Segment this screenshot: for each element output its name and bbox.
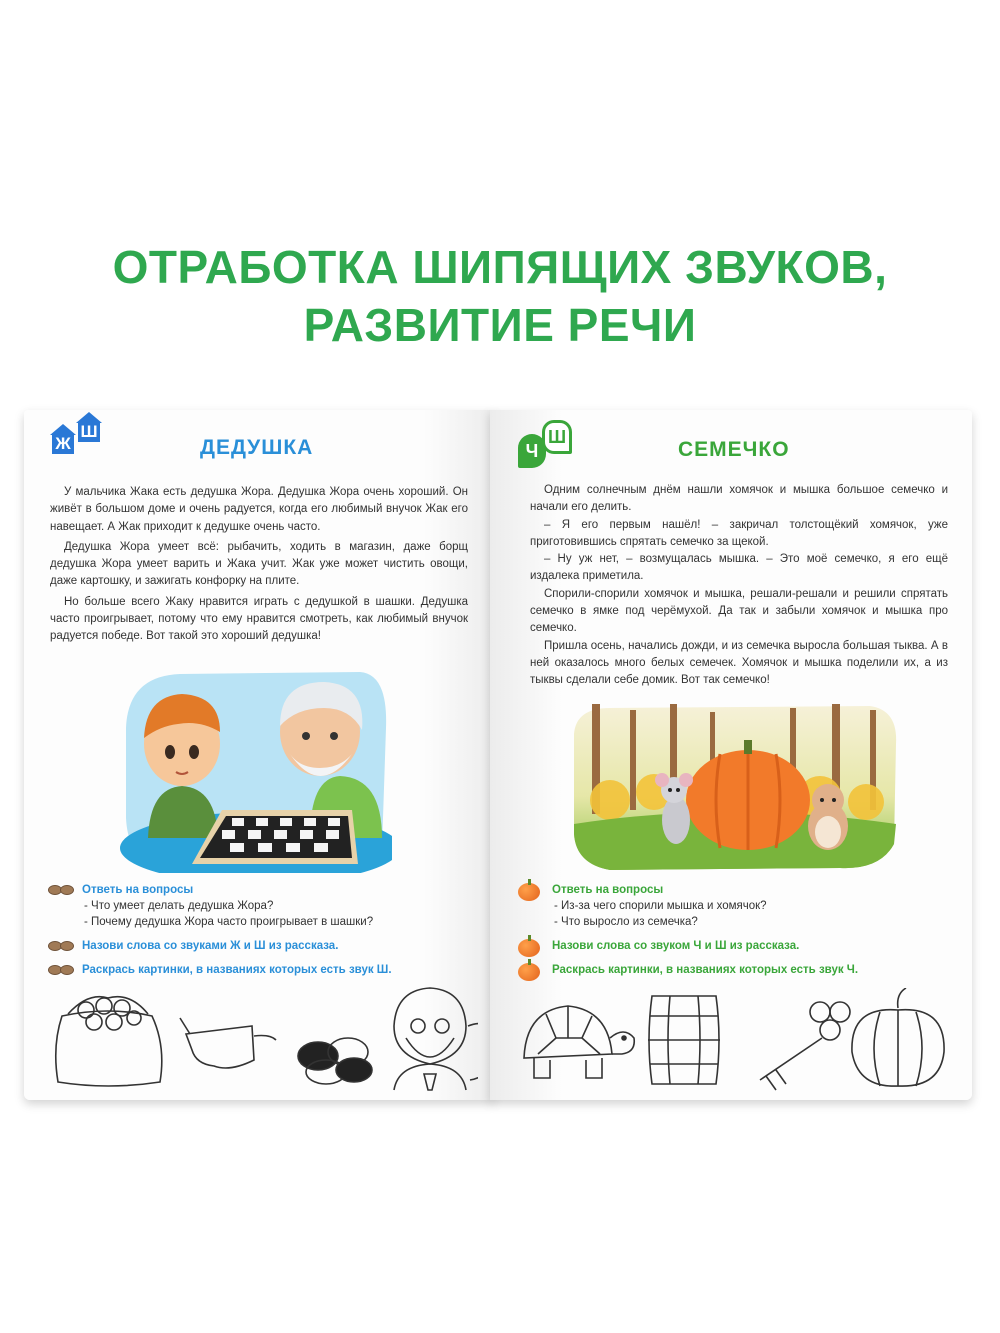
task-title: Раскрась картинки, в названиях которых есть звук Ч.: [552, 964, 859, 976]
grandpa-boy-checkers-illustration: [120, 668, 392, 873]
task-title: Ответь на вопросы: [552, 884, 664, 896]
letter-sh: Ш: [78, 422, 100, 442]
paragraph: – Ну уж нет, – возмущалась мышка. – Это моё семечко, я его ещё издалека приметила.: [530, 553, 948, 583]
task-question: - Что выросло из семечка?: [554, 916, 698, 928]
grandpa-icon[interactable]: [394, 988, 478, 1090]
barrel-icon[interactable]: [648, 996, 720, 1084]
pumpkin-icon: [518, 963, 540, 981]
paragraph: – Я его первым нашёл! – закричал толстощёкий хомячок, уже приготовившись спрятать семечко за щекой.: [530, 518, 948, 548]
key-icon[interactable]: [760, 1002, 850, 1090]
task-question: - Из-за чего спорили мышка и хомячок?: [554, 900, 767, 912]
task-item: [518, 882, 958, 930]
story-text-left: [50, 484, 468, 646]
coloring-pictures-right: [516, 988, 956, 1092]
seeds-icon: [48, 883, 74, 895]
task-item: [48, 962, 478, 978]
task-title: Ответь на вопросы: [82, 884, 194, 896]
letter-zh: Ж: [52, 434, 74, 454]
letter-sh: Ш: [542, 420, 572, 454]
task-title: Назови слова со звуками Ж и Ш из рассказа.: [82, 940, 339, 952]
right-page: [490, 410, 972, 1100]
tasks-right: [518, 882, 958, 985]
task-title: Раскрась картинки, в названиях которых есть звук Ш.: [82, 964, 392, 976]
paragraph: Пришла осень, начались дожди, и из семечка выросла большая тыква. А в ней оказалось много белых семечек. Хомячок и мышка поделили их, а из тыквы сделали себе домик. Вот так семечко!: [530, 639, 948, 687]
paragraph: У мальчика Жака есть дедушка Жора. Дедушка Жора очень хороший. Он живёт в большом доме и очень радуется, когда его любимый внучок Жак его навещает. А Жак приходит к дедушке очень часто.: [50, 486, 468, 533]
pumpkin-outline-icon[interactable]: [852, 988, 944, 1086]
coloring-pictures-left: [48, 986, 478, 1092]
story-text-right: [530, 482, 948, 690]
checkers-icon[interactable]: [298, 1038, 372, 1084]
task-question: - Что умеет делать дедушка Жора?: [84, 900, 274, 912]
pumpkin-icon: [518, 883, 540, 901]
task-item: [48, 882, 478, 930]
headline-line-2: РАЗВИТИЕ РЕЧИ: [303, 299, 697, 351]
seeds-icon: [48, 963, 74, 975]
seeds-icon: [48, 939, 74, 951]
paragraph: Одним солнечным днём нашли хомячок и мышка большое семечко и начали его делить.: [530, 484, 948, 514]
turtle-icon[interactable]: [524, 1006, 634, 1078]
task-item: [518, 962, 958, 978]
story-title-right: СЕМЕЧКО: [678, 438, 790, 461]
paragraph: Спорили-спорили хомячок и мышка, решали-решали и решили спрятать семечко в ямке под черёмухой. Да так и забыли хомячок и мышка про семечко.: [530, 587, 948, 635]
letter-ch: Ч: [518, 434, 546, 468]
task-title: Назови слова со звуком Ч и Ш из рассказа.: [552, 940, 800, 952]
open-workbook: [24, 400, 976, 1106]
paragraph: Но больше всего Жаку нравится играть с дедушкой в шашки. Дедушка часто проигрывает, потому что ему нравится смотреть, как любимый внучок радуется победе. Вот такой это хороший дедушка!: [50, 595, 468, 643]
left-page: [24, 410, 494, 1100]
task-item: [48, 938, 478, 954]
tasks-left: [48, 882, 478, 985]
pumpkin-mouse-hamster-illustration: [570, 704, 900, 872]
story-title-left: ДЕДУШКА: [200, 436, 314, 459]
task-question: - Почему дедушка Жора часто проигрывает в шашки?: [84, 916, 374, 928]
headline-line-1: ОТРАБОТКА ШИПЯЩИХ ЗВУКОВ,: [112, 241, 888, 293]
task-item: [518, 938, 958, 954]
glasses-icon[interactable]: [180, 1018, 276, 1068]
paragraph: Дедушка Жора умеет всё: рыбачить, ходить в магазин, даже борщ дедушка Жора умеет варить и Жака учит. Жак уже может чистить овощи, даже картошку, и зажигать конфорку на плите.: [50, 540, 468, 588]
sack-icon[interactable]: [56, 997, 162, 1086]
page-headline: [0, 238, 1000, 354]
pumpkin-icon: [518, 939, 540, 957]
